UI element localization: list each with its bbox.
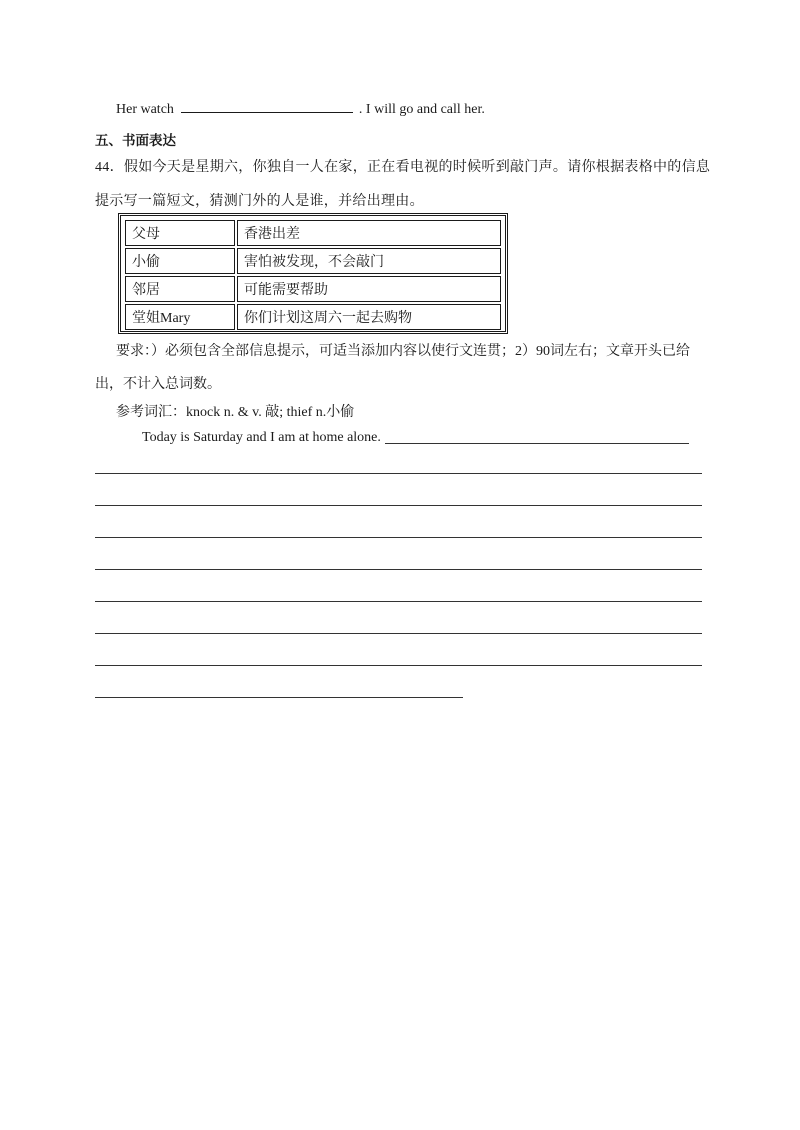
table-cell-person: 父母 bbox=[125, 220, 235, 246]
table-row bbox=[125, 220, 501, 246]
table-cell-person: 堂姐Mary bbox=[125, 304, 235, 330]
writing-line[interactable] bbox=[95, 697, 463, 698]
opening-sentence: Today is Saturday and I am at home alone. bbox=[142, 430, 381, 445]
previous-item-line bbox=[116, 98, 485, 118]
question-line-2: 提示写一篇短文，猜测门外的人是谁，并给出理由。 bbox=[95, 194, 424, 209]
table-row bbox=[125, 248, 501, 274]
table-cell-hint: 害怕被发现，不会敲门 bbox=[237, 248, 501, 274]
requirements-line-1: 要求：）必须包含全部信息提示，可适当添加内容以使行文连贯；2）90词左右；文章开头已给 bbox=[116, 344, 690, 359]
writing-line[interactable] bbox=[95, 601, 702, 602]
previous-item-suffix: . I will go and call her. bbox=[358, 102, 485, 117]
writing-line[interactable] bbox=[385, 443, 689, 444]
writing-line[interactable] bbox=[95, 473, 702, 474]
writing-line[interactable] bbox=[95, 569, 702, 570]
requirements-line-2: 出，不计入总词数。 bbox=[95, 377, 221, 392]
question-line-1: 44．假如今天是星期六，你独自一人在家，正在看电视的时候听到敲门声。请你根据表格中的信息 bbox=[95, 160, 711, 175]
hint-table bbox=[118, 213, 508, 334]
table-cell-person: 邻居 bbox=[125, 276, 235, 302]
writing-line[interactable] bbox=[95, 633, 702, 634]
writing-line[interactable] bbox=[95, 537, 702, 538]
previous-item-prefix: Her watch bbox=[116, 102, 174, 117]
table-row bbox=[125, 276, 501, 302]
reference-vocabulary: 参考词汇：knock n. & v. 敲; thief n.小偷 bbox=[116, 405, 355, 420]
writing-line[interactable] bbox=[95, 665, 702, 666]
table-cell-hint: 香港出差 bbox=[237, 220, 501, 246]
table-cell-hint: 可能需要帮助 bbox=[237, 276, 501, 302]
table-cell-person: 小偷 bbox=[125, 248, 235, 274]
table-row bbox=[125, 304, 501, 330]
answer-blank[interactable] bbox=[181, 98, 353, 113]
writing-line[interactable] bbox=[95, 505, 702, 506]
section-title: 五、书面表达 bbox=[95, 133, 176, 149]
table-cell-hint: 你们计划这周六一起去购物 bbox=[237, 304, 501, 330]
